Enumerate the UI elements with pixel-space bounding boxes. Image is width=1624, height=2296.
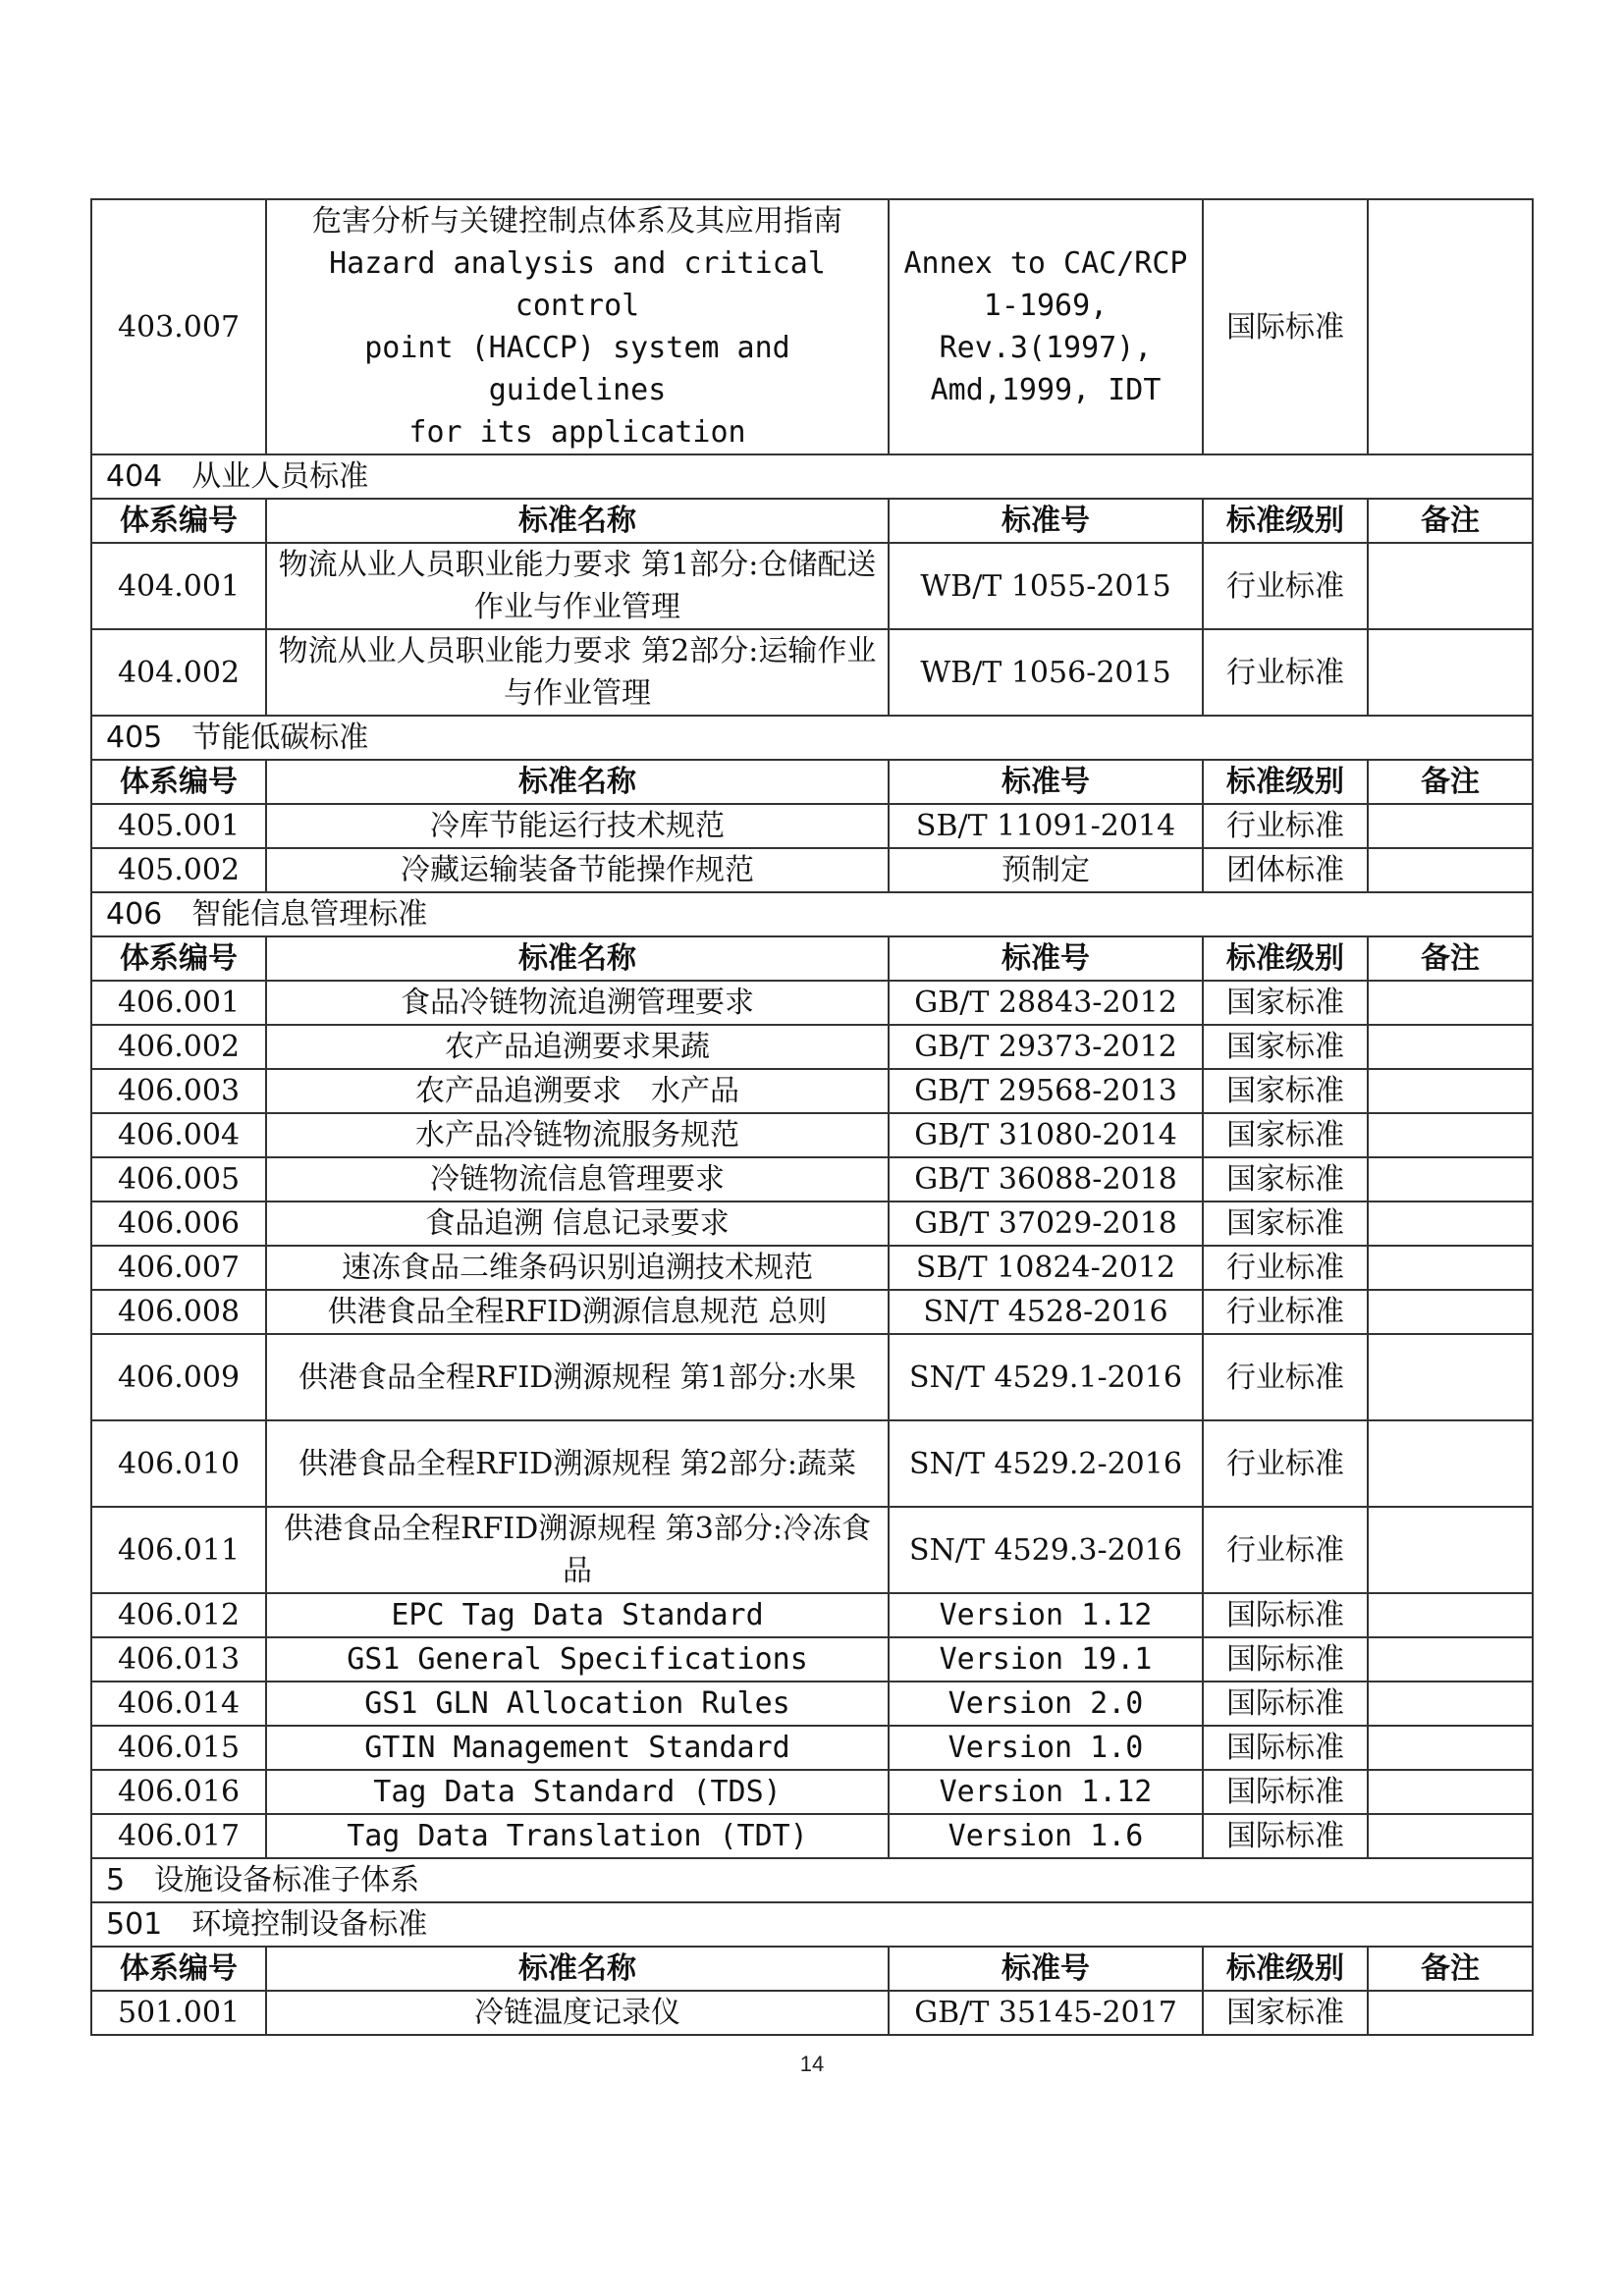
name-cell: 供港食品全程RFID溯源规程 第1部分:水果 (266, 1334, 889, 1420)
code-cell: 406.017 (91, 1814, 266, 1858)
note-cell (1368, 1025, 1533, 1069)
name-cell: 物流从业人员职业能力要求 第2部分:运输作业与作业管理 (266, 629, 889, 716)
table-row (91, 1113, 1533, 1157)
section-row (91, 1858, 1533, 1902)
level-cell: 行业标准 (1203, 543, 1368, 629)
level-cell: 团体标准 (1203, 848, 1368, 892)
header-name: 标准名称 (266, 760, 889, 804)
header-number: 标准号 (889, 936, 1203, 981)
note-cell (1368, 1507, 1533, 1593)
name-cell: 物流从业人员职业能力要求 第1部分:仓储配送作业与作业管理 (266, 543, 889, 629)
note-cell (1368, 981, 1533, 1025)
number-cell: SN/T 4529.2-2016 (889, 1420, 1203, 1507)
number-cell: GB/T 29373-2012 (889, 1025, 1203, 1069)
code-cell: 406.009 (91, 1334, 266, 1420)
note-cell (1368, 1420, 1533, 1507)
level-cell: 国际标准 (1203, 1814, 1368, 1858)
header-note: 备注 (1368, 1947, 1533, 1991)
table-row (91, 1157, 1533, 1201)
name-cell: Tag Data Translation (TDT) (266, 1814, 889, 1858)
level-cell: 行业标准 (1203, 629, 1368, 716)
note-cell (1368, 1991, 1533, 2035)
header-number: 标准号 (889, 1947, 1203, 1991)
level-cell: 国家标准 (1203, 1991, 1368, 2035)
level-cell: 行业标准 (1203, 1507, 1368, 1593)
code-cell: 403.007 (91, 199, 266, 454)
level-cell: 国家标准 (1203, 1157, 1368, 1201)
header-code: 体系编号 (91, 936, 266, 981)
header-number: 标准号 (889, 760, 1203, 804)
note-cell (1368, 1201, 1533, 1246)
name-cell: GS1 GLN Allocation Rules (266, 1682, 889, 1726)
number-cell: Version 1.0 (889, 1726, 1203, 1770)
code-cell: 404.002 (91, 629, 266, 716)
table-row (91, 1637, 1533, 1682)
header-level: 标准级别 (1203, 936, 1368, 981)
table-row (91, 804, 1533, 848)
name-cell: GS1 General Specifications (266, 1637, 889, 1682)
code-cell: 406.001 (91, 981, 266, 1025)
section-row (91, 716, 1533, 760)
table-row (91, 629, 1533, 716)
section-title-406: 406 智能信息管理标准 (91, 892, 1533, 936)
table-row (91, 981, 1533, 1025)
header-code: 体系编号 (91, 1947, 266, 1991)
note-cell (1368, 1290, 1533, 1334)
number-cell: WB/T 1055-2015 (889, 543, 1203, 629)
name-cell: 冷链温度记录仪 (266, 1991, 889, 2035)
number-cell: SB/T 11091-2014 (889, 804, 1203, 848)
table-row (91, 1290, 1533, 1334)
number-cell: Version 1.12 (889, 1593, 1203, 1637)
header-code: 体系编号 (91, 499, 266, 543)
table-row (91, 1814, 1533, 1858)
name-cell: 食品冷链物流追溯管理要求 (266, 981, 889, 1025)
number-cell: SB/T 10824-2012 (889, 1246, 1203, 1290)
name-cell: 食品追溯 信息记录要求 (266, 1201, 889, 1246)
note-cell (1368, 1637, 1533, 1682)
level-cell: 国际标准 (1203, 1770, 1368, 1814)
number-cell: GB/T 31080-2014 (889, 1113, 1203, 1157)
level-cell: 行业标准 (1203, 1420, 1368, 1507)
table-row (91, 1201, 1533, 1246)
code-cell: 405.002 (91, 848, 266, 892)
table-row (91, 1069, 1533, 1113)
number-cell: GB/T 28843-2012 (889, 981, 1203, 1025)
table-row (91, 1593, 1533, 1637)
number-cell: GB/T 37029-2018 (889, 1201, 1203, 1246)
section-title-404: 404 从业人员标准 (91, 454, 1533, 499)
code-cell: 406.008 (91, 1290, 266, 1334)
note-cell (1368, 1593, 1533, 1637)
header-row (91, 936, 1533, 981)
code-cell: 406.006 (91, 1201, 266, 1246)
header-number: 标准号 (889, 499, 1203, 543)
code-cell: 501.001 (91, 1991, 266, 2035)
level-cell: 行业标准 (1203, 1334, 1368, 1420)
number-cell: GB/T 29568-2013 (889, 1069, 1203, 1113)
name-cell: 供港食品全程RFID溯源规程 第3部分:冷冻食品 (266, 1507, 889, 1593)
level-cell: 国际标准 (1203, 1593, 1368, 1637)
table-row (91, 543, 1533, 629)
header-row (91, 499, 1533, 543)
number-cell: SN/T 4529.1-2016 (889, 1334, 1203, 1420)
section-row (91, 892, 1533, 936)
name-cell: 水产品冷链物流服务规范 (266, 1113, 889, 1157)
table-row (91, 1025, 1533, 1069)
section-title-5: 5 设施设备标准子体系 (91, 1858, 1533, 1902)
level-cell: 国家标准 (1203, 1069, 1368, 1113)
note-cell (1368, 629, 1533, 716)
standards-table (90, 198, 1534, 2036)
header-note: 备注 (1368, 499, 1533, 543)
section-row (91, 1902, 1533, 1947)
code-cell: 406.004 (91, 1113, 266, 1157)
table-row (91, 1770, 1533, 1814)
number-cell: 预制定 (889, 848, 1203, 892)
code-cell: 406.007 (91, 1246, 266, 1290)
table-row (91, 199, 1533, 454)
name-cell: GTIN Management Standard (266, 1726, 889, 1770)
note-cell (1368, 848, 1533, 892)
section-title-501: 501 环境控制设备标准 (91, 1902, 1533, 1947)
section-title-405: 405 节能低碳标准 (91, 716, 1533, 760)
page-number: 14 (799, 2052, 825, 2076)
name-line: for its application (408, 415, 746, 450)
table-row (91, 1991, 1533, 2035)
name-cell: 供港食品全程RFID溯源规程 第2部分:蔬菜 (266, 1420, 889, 1507)
name-cell: 农产品追溯要求果蔬 (266, 1025, 889, 1069)
name-cell: 供港食品全程RFID溯源信息规范 总则 (266, 1290, 889, 1334)
level-cell: 国际标准 (1203, 1682, 1368, 1726)
table-row (91, 848, 1533, 892)
code-cell: 406.012 (91, 1593, 266, 1637)
header-name: 标准名称 (266, 499, 889, 543)
header-note: 备注 (1368, 760, 1533, 804)
header-row (91, 760, 1533, 804)
level-cell: 国际标准 (1203, 1637, 1368, 1682)
level-cell: 国家标准 (1203, 1113, 1368, 1157)
number-cell: WB/T 1056-2015 (889, 629, 1203, 716)
level-cell: 行业标准 (1203, 804, 1368, 848)
note-cell (1368, 1814, 1533, 1858)
table-row (91, 1682, 1533, 1726)
note-cell (1368, 1157, 1533, 1201)
name-line: point (HACCP) system and guidelines (364, 331, 790, 407)
level-cell: 行业标准 (1203, 1246, 1368, 1290)
level-cell: 国家标准 (1203, 1201, 1368, 1246)
number-cell: Version 1.12 (889, 1770, 1203, 1814)
header-row (91, 1947, 1533, 1991)
number-line: Rev.3(1997), (939, 331, 1153, 365)
header-note: 备注 (1368, 936, 1533, 981)
note-cell (1368, 1113, 1533, 1157)
table-row (91, 1420, 1533, 1507)
number-cell: SN/T 4529.3-2016 (889, 1507, 1203, 1593)
name-line: 危害分析与关键控制点体系及其应用指南 (312, 204, 842, 239)
note-cell (1368, 1682, 1533, 1726)
name-cell: 速冻食品二维条码识别追溯技术规范 (266, 1246, 889, 1290)
header-level: 标准级别 (1203, 1947, 1368, 1991)
code-cell: 406.002 (91, 1025, 266, 1069)
number-line: Annex to CAC/RCP (903, 246, 1188, 281)
number-cell: GB/T 36088-2018 (889, 1157, 1203, 1201)
name-cell: 冷库节能运行技术规范 (266, 804, 889, 848)
note-cell (1368, 1069, 1533, 1113)
note-cell (1368, 1726, 1533, 1770)
code-cell: 406.015 (91, 1726, 266, 1770)
code-cell: 406.011 (91, 1507, 266, 1593)
table-row (91, 1726, 1533, 1770)
code-cell: 405.001 (91, 804, 266, 848)
table-row (91, 1246, 1533, 1290)
number-cell: Version 1.6 (889, 1814, 1203, 1858)
name-line: Hazard analysis and critical control (329, 246, 826, 323)
level-cell: 国际标准 (1203, 199, 1368, 454)
note-cell (1368, 1246, 1533, 1290)
note-cell (1368, 1770, 1533, 1814)
note-cell (1368, 804, 1533, 848)
number-cell: Version 2.0 (889, 1682, 1203, 1726)
number-line: 1-1969, (983, 289, 1109, 323)
header-level: 标准级别 (1203, 499, 1368, 543)
name-cell: 农产品追溯要求 水产品 (266, 1069, 889, 1113)
number-cell: Version 19.1 (889, 1637, 1203, 1682)
name-cell: EPC Tag Data Standard (266, 1593, 889, 1637)
number-line: Amd,1999, IDT (930, 373, 1162, 407)
code-cell: 406.005 (91, 1157, 266, 1201)
table-row (91, 1334, 1533, 1420)
code-cell: 406.013 (91, 1637, 266, 1682)
level-cell: 行业标准 (1203, 1290, 1368, 1334)
name-cell: 冷藏运输装备节能操作规范 (266, 848, 889, 892)
level-cell: 国家标准 (1203, 981, 1368, 1025)
code-cell: 406.016 (91, 1770, 266, 1814)
table-row (91, 1507, 1533, 1593)
note-cell (1368, 543, 1533, 629)
note-cell (1368, 1334, 1533, 1420)
code-cell: 404.001 (91, 543, 266, 629)
level-cell: 国家标准 (1203, 1025, 1368, 1069)
number-cell (889, 199, 1203, 454)
code-cell: 406.003 (91, 1069, 266, 1113)
level-cell: 国际标准 (1203, 1726, 1368, 1770)
header-name: 标准名称 (266, 1947, 889, 1991)
header-name: 标准名称 (266, 936, 889, 981)
code-cell: 406.014 (91, 1682, 266, 1726)
name-cell: Tag Data Standard (TDS) (266, 1770, 889, 1814)
number-cell: SN/T 4528-2016 (889, 1290, 1203, 1334)
header-code: 体系编号 (91, 760, 266, 804)
header-level: 标准级别 (1203, 760, 1368, 804)
name-cell: 冷链物流信息管理要求 (266, 1157, 889, 1201)
number-cell: GB/T 35145-2017 (889, 1991, 1203, 2035)
note-cell (1368, 199, 1533, 454)
section-row (91, 454, 1533, 499)
name-cell (266, 199, 889, 454)
code-cell: 406.010 (91, 1420, 266, 1507)
